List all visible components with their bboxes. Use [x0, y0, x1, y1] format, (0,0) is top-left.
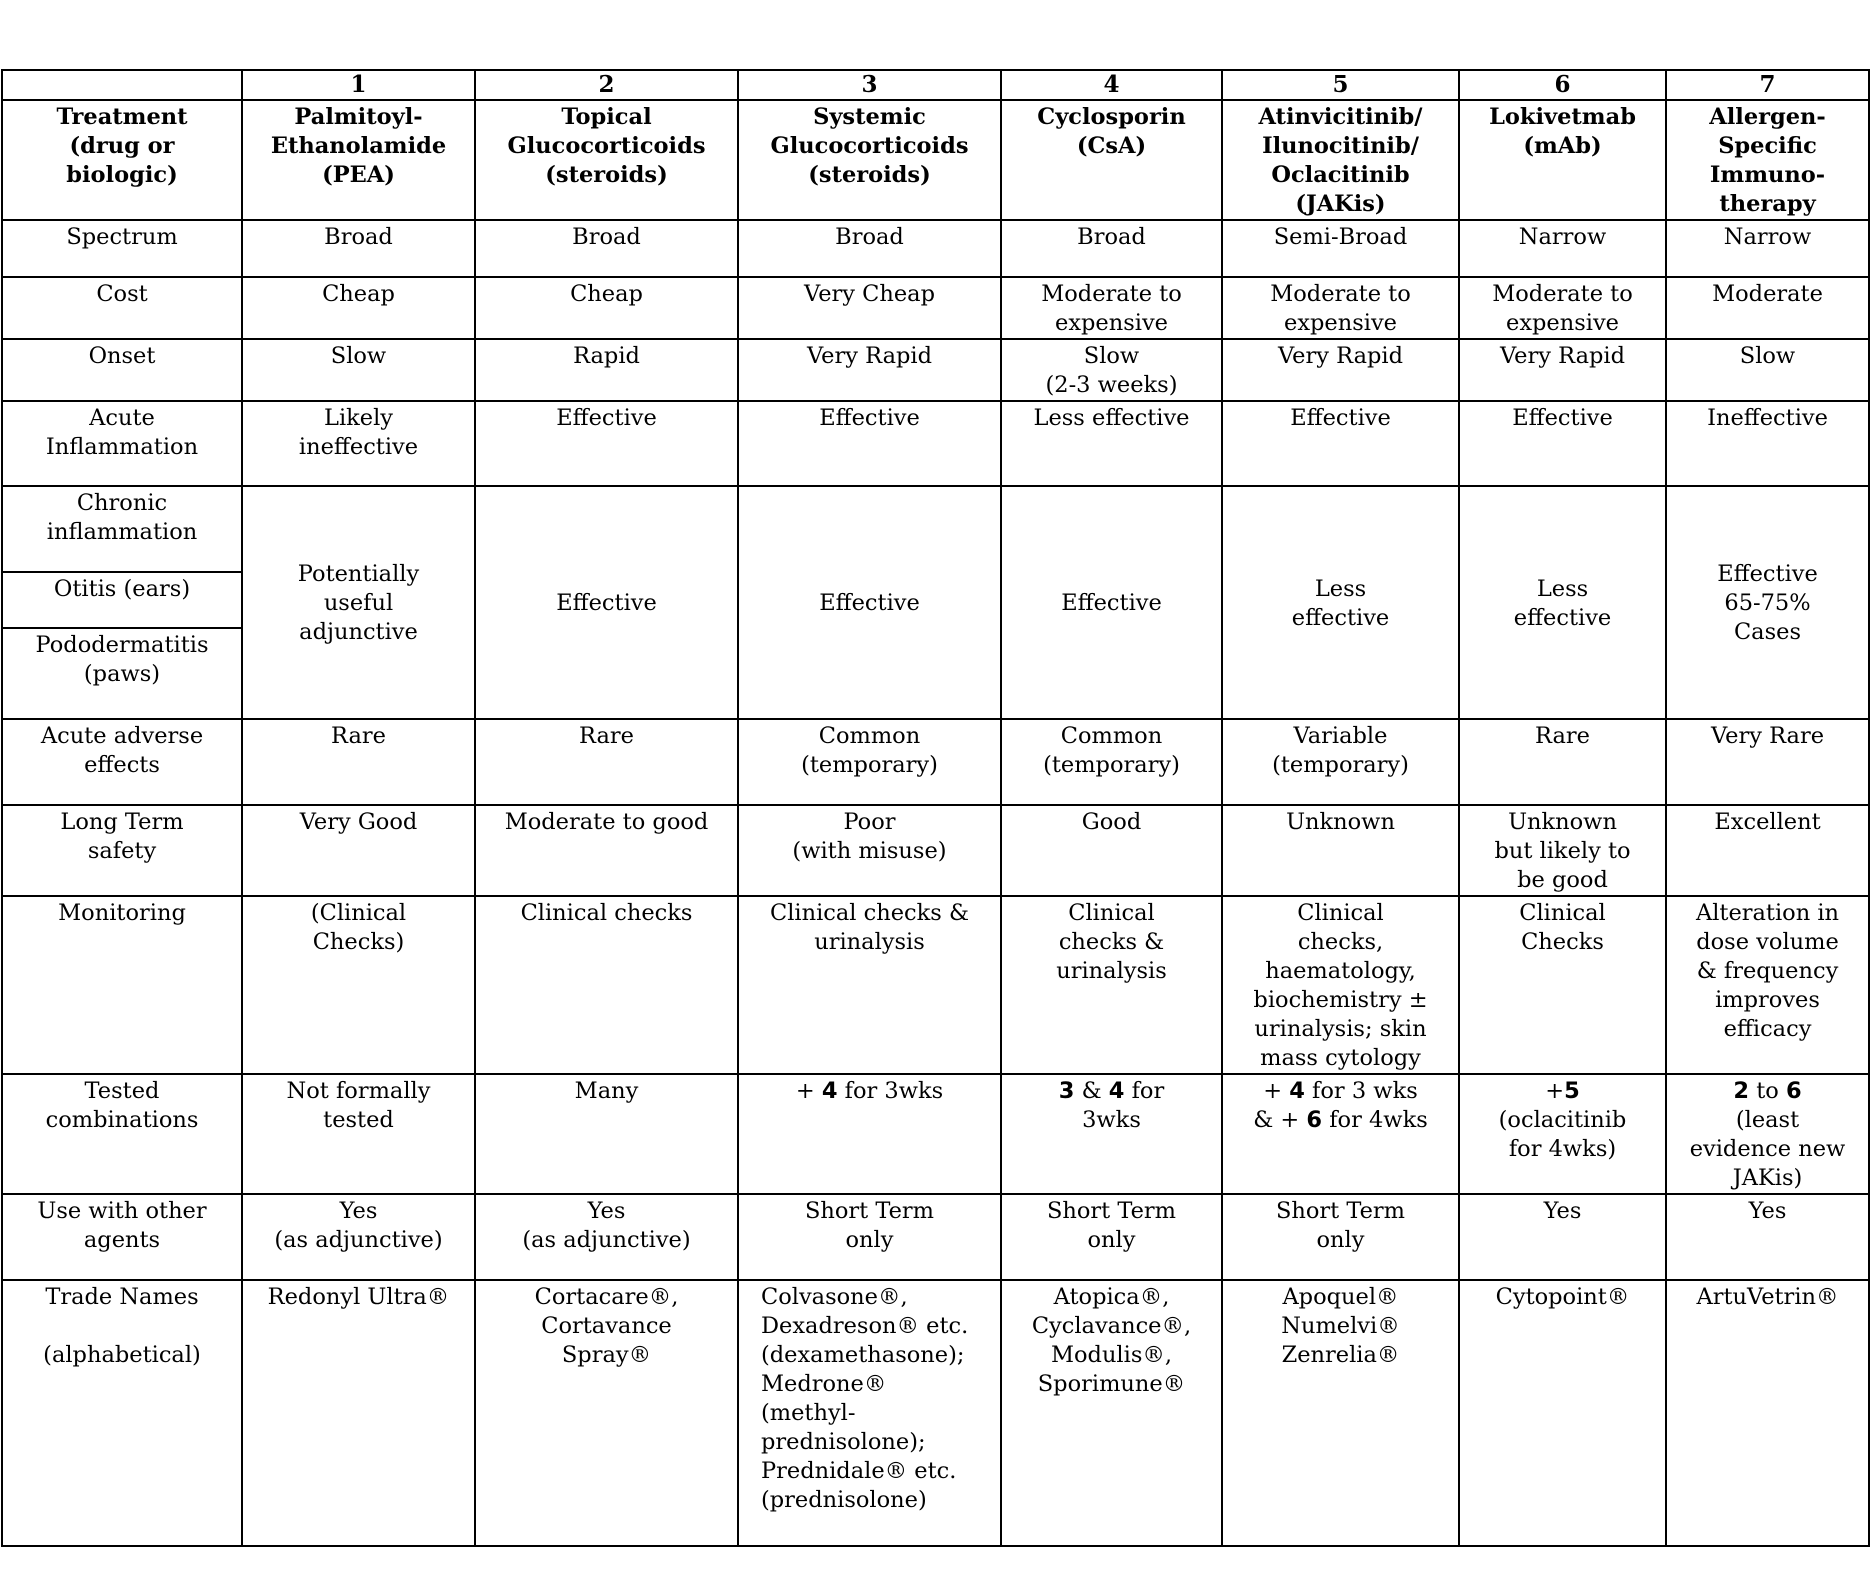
- row-label: Acute Inflammation: [2, 401, 242, 486]
- table-cell: Likely ineffective: [242, 401, 475, 486]
- table-cell: Short Term only: [1222, 1194, 1459, 1280]
- table-cell: Short Term only: [738, 1194, 1001, 1280]
- column-ref: 5: [1564, 1078, 1580, 1104]
- table-cell: Atopica®, Cyclavance®, Modulis®, Sporimune®: [1001, 1280, 1222, 1546]
- table-cell: Yes: [1666, 1194, 1869, 1280]
- col-number: 7: [1666, 70, 1869, 100]
- cost-row: [2, 277, 1869, 339]
- row-label: Tested combinations: [2, 1074, 242, 1194]
- column-number-row: [2, 70, 1869, 100]
- table-cell: Clinical checks & urinalysis: [738, 896, 1001, 1074]
- row-label: Onset: [2, 339, 242, 401]
- table-cell: Effective: [1459, 401, 1666, 486]
- table-cell: Poor (with misuse): [738, 805, 1001, 896]
- table-cell: Very Good: [242, 805, 475, 896]
- table-cell: ArtuVetrin®: [1666, 1280, 1869, 1546]
- table-cell: Clinical checks, haematology, biochemistry ± urinalysis; skin mass cytology: [1222, 896, 1459, 1074]
- table-cell: Alteration in dose volume & frequency improves efficacy: [1666, 896, 1869, 1074]
- row-label: Monitoring: [2, 896, 242, 1074]
- row-label: Cost: [2, 277, 242, 339]
- table-cell: (Clinical Checks): [242, 896, 475, 1074]
- table-cell: Clinical Checks: [1459, 896, 1666, 1074]
- long-term-safety-row: [2, 805, 1869, 896]
- table-cell: Potentially useful adjunctive: [242, 486, 475, 719]
- table-cell: [1222, 1074, 1459, 1194]
- spectrum-row: [2, 220, 1869, 277]
- column-ref: 4: [1108, 1078, 1125, 1104]
- cell-text: for 3wks: [837, 1078, 944, 1104]
- table-cell: Unknown: [1222, 805, 1459, 896]
- table-cell: Yes (as adjunctive): [475, 1194, 738, 1280]
- column-ref: 6: [1306, 1107, 1323, 1133]
- treatment-name: Atinvicitinib/ Ilunocitinib/ Oclacitinib (JAKis): [1222, 100, 1459, 220]
- cell-text: for 4wks: [1322, 1107, 1428, 1133]
- table-cell: [1459, 1074, 1666, 1194]
- column-ref: 6: [1785, 1078, 1802, 1104]
- table-cell: Moderate to expensive: [1222, 277, 1459, 339]
- table-cell: Redonyl Ultra®: [242, 1280, 475, 1546]
- table-cell: Narrow: [1459, 220, 1666, 277]
- table-cell: [1666, 1074, 1869, 1194]
- col-number: 2: [475, 70, 738, 100]
- trade-names-row: [2, 1280, 1869, 1546]
- cell-text: +: [1263, 1078, 1290, 1104]
- col-number: 4: [1001, 70, 1222, 100]
- tested-combinations-row: [2, 1074, 1869, 1194]
- table-cell: Rare: [475, 719, 738, 805]
- table-cell: Effective: [738, 401, 1001, 486]
- table-cell: Effective: [738, 486, 1001, 719]
- table-cell: [1001, 1074, 1222, 1194]
- table-cell: Many: [475, 1074, 738, 1194]
- treatment-name: Allergen- Specific Immuno- therapy: [1666, 100, 1869, 220]
- table-cell: Yes: [1459, 1194, 1666, 1280]
- table-cell: Narrow: [1666, 220, 1869, 277]
- table-cell: Moderate to expensive: [1001, 277, 1222, 339]
- table-cell: Common (temporary): [738, 719, 1001, 805]
- table-cell: Effective: [1222, 401, 1459, 486]
- table-cell: Broad: [242, 220, 475, 277]
- row-label: Acute adverse effects: [2, 719, 242, 805]
- table-cell: Effective: [1001, 486, 1222, 719]
- table-cell: Slow: [242, 339, 475, 401]
- table-cell: Ineffective: [1666, 401, 1869, 486]
- treatment-name: Cyclosporin (CsA): [1001, 100, 1222, 220]
- table-cell: Very Cheap: [738, 277, 1001, 339]
- table-cell: Effective: [475, 486, 738, 719]
- table-cell: Very Rapid: [1222, 339, 1459, 401]
- table-cell: Slow (2-3 weeks): [1001, 339, 1222, 401]
- table-cell: Moderate: [1666, 277, 1869, 339]
- table-cell: Unknown but likely to be good: [1459, 805, 1666, 896]
- table-cell: Very Rapid: [738, 339, 1001, 401]
- table-cell: Less effective: [1222, 486, 1459, 719]
- cell-text: (oclacitinib for 4wks): [1498, 1107, 1627, 1162]
- col-number: 3: [738, 70, 1001, 100]
- row-label: Long Term safety: [2, 805, 242, 896]
- table-cell: Cheap: [475, 277, 738, 339]
- treatment-name: Lokivetmab (mAb): [1459, 100, 1666, 220]
- row-label: Pododermatitis (paws): [2, 628, 242, 719]
- use-with-other-agents-row: [2, 1194, 1869, 1280]
- acute-adverse-effects-row: [2, 719, 1869, 805]
- row-label: Spectrum: [2, 220, 242, 277]
- onset-row: [2, 339, 1869, 401]
- table-cell: Clinical checks: [475, 896, 738, 1074]
- table-cell: Less effective: [1459, 486, 1666, 719]
- table-cell: Very Rapid: [1459, 339, 1666, 401]
- table-cell: Broad: [738, 220, 1001, 277]
- monitoring-row: [2, 896, 1869, 1074]
- table-cell: Very Rare: [1666, 719, 1869, 805]
- table-cell: Variable (temporary): [1222, 719, 1459, 805]
- table-cell: Cortacare®, Cortavance Spray®: [475, 1280, 738, 1546]
- cell-text: &: [1074, 1078, 1109, 1104]
- table-cell: Apoquel® Numelvi® Zenrelia®: [1222, 1280, 1459, 1546]
- column-ref: 4: [1289, 1078, 1305, 1104]
- column-ref: 4: [821, 1078, 838, 1104]
- treatment-name: Systemic Glucocorticoids (steroids): [738, 100, 1001, 220]
- table-cell: Effective 65-75% Cases: [1666, 486, 1869, 719]
- table-cell: Rapid: [475, 339, 738, 401]
- col-number: 1: [242, 70, 475, 100]
- table-cell: Common (temporary): [1001, 719, 1222, 805]
- cell-text: (least evidence new JAKis): [1689, 1107, 1846, 1191]
- table-cell: Yes (as adjunctive): [242, 1194, 475, 1280]
- table-cell: Rare: [1459, 719, 1666, 805]
- table-cell: Rare: [242, 719, 475, 805]
- table-cell: Short Term only: [1001, 1194, 1222, 1280]
- treatment-name: Palmitoyl- Ethanolamide (PEA): [242, 100, 475, 220]
- col-number: 6: [1459, 70, 1666, 100]
- row-label: Use with other agents: [2, 1194, 242, 1280]
- row-header-treatment: Treatment (drug or biologic): [2, 100, 242, 220]
- treatment-comparison-table: [1, 69, 1870, 1547]
- table-cell: Broad: [475, 220, 738, 277]
- corner-cell: [2, 70, 242, 100]
- table-cell: Cheap: [242, 277, 475, 339]
- table-cell: Less effective: [1001, 401, 1222, 486]
- row-label: Chronic inflammation: [2, 486, 242, 572]
- chronic-inflammation-row: [2, 486, 1869, 572]
- cell-text: +: [1545, 1078, 1565, 1104]
- table-cell: Colvasone®, Dexadreson® etc. (dexamethasone); Medrone® (methyl- prednisolone); Prednidale® etc. (prednisolone): [738, 1280, 1001, 1546]
- table-cell: Not formally tested: [242, 1074, 475, 1194]
- column-ref: 3: [1058, 1078, 1075, 1104]
- table-cell: Clinical checks & urinalysis: [1001, 896, 1222, 1074]
- row-label: Otitis (ears): [2, 572, 242, 628]
- cell-text: +: [795, 1078, 822, 1104]
- table-cell: Moderate to expensive: [1459, 277, 1666, 339]
- table-cell: Excellent: [1666, 805, 1869, 896]
- treatment-name: Topical Glucocorticoids (steroids): [475, 100, 738, 220]
- table-cell: Slow: [1666, 339, 1869, 401]
- cell-text: for 3 wks & +: [1253, 1078, 1418, 1133]
- row-label: Trade Names (alphabetical): [2, 1280, 242, 1546]
- table-cell: Effective: [475, 401, 738, 486]
- treatment-header-row: [2, 100, 1869, 220]
- acute-inflammation-row: [2, 401, 1869, 486]
- cell-text: for 3wks: [1082, 1078, 1165, 1133]
- col-number: 5: [1222, 70, 1459, 100]
- table-cell: Broad: [1001, 220, 1222, 277]
- table-cell: Good: [1001, 805, 1222, 896]
- table-cell: Cytopoint®: [1459, 1280, 1666, 1546]
- table-cell: Semi-Broad: [1222, 220, 1459, 277]
- table-cell: Moderate to good: [475, 805, 738, 896]
- column-ref: 2: [1733, 1078, 1750, 1104]
- cell-text: to: [1749, 1078, 1786, 1104]
- table-cell: [738, 1074, 1001, 1194]
